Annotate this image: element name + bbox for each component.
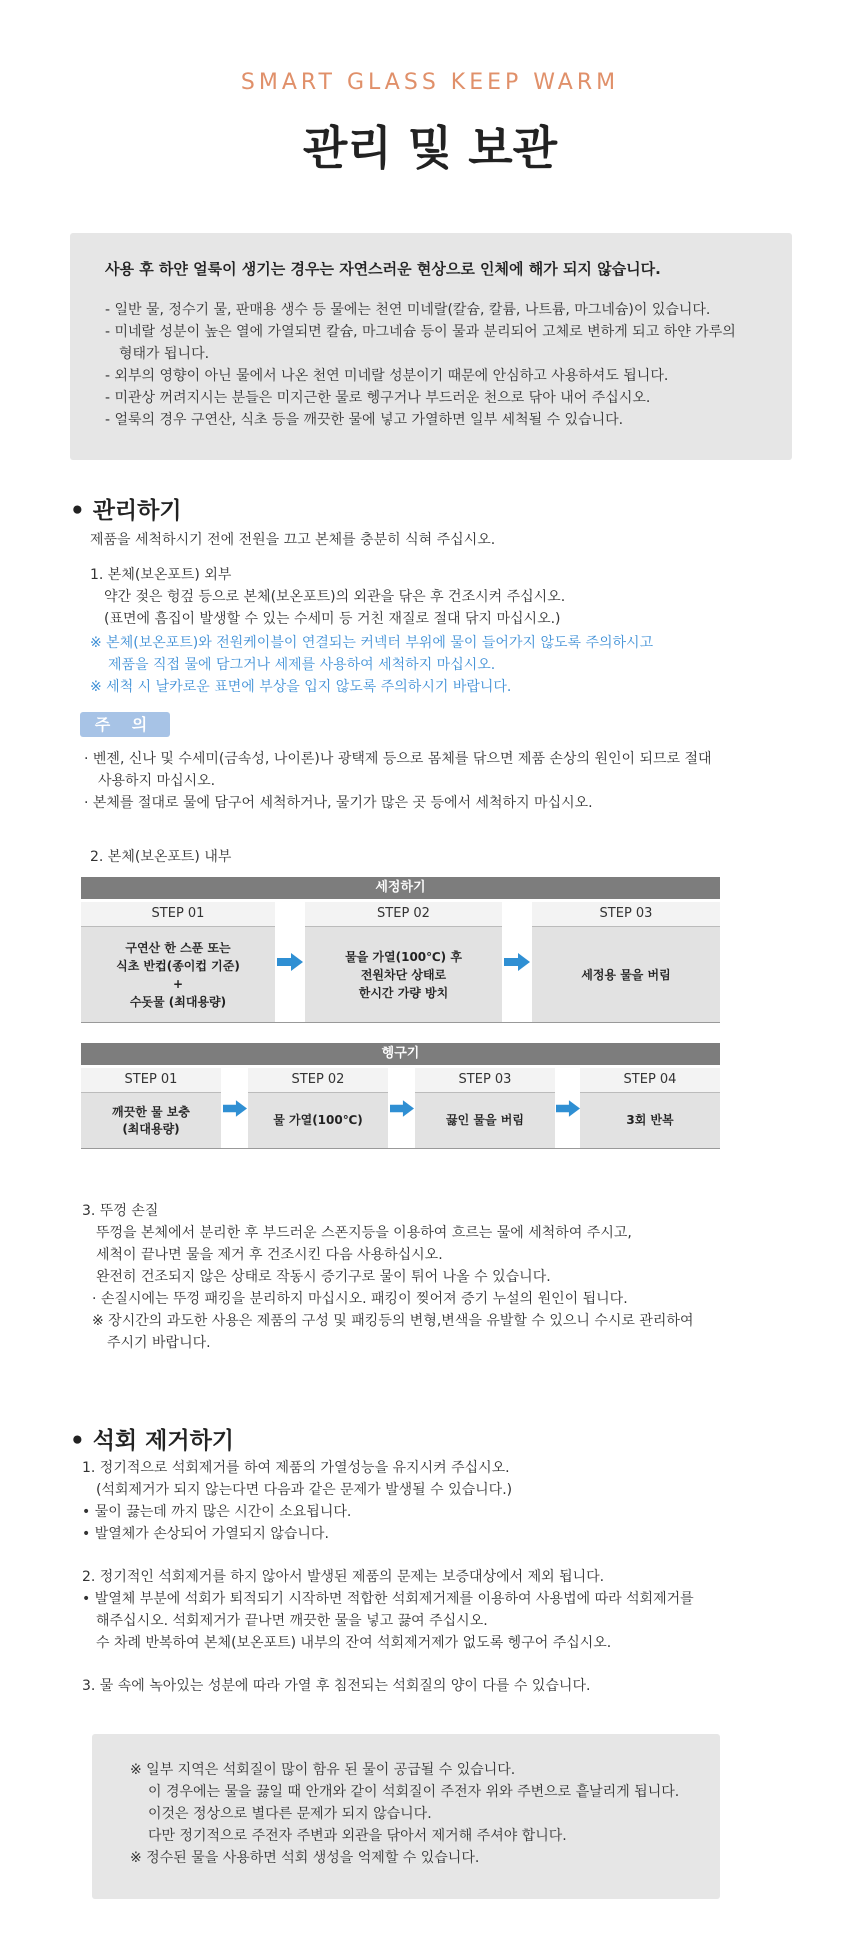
care-heading: • 관리하기 (70, 498, 182, 524)
paragraph-line: 뚜껑을 본체에서 분리한 후 부드러운 스폰지등을 이용하여 흐르는 물에 세척하여 주시고, (96, 1225, 632, 1241)
step-text: 세정용 물을 버림 (532, 927, 720, 1022)
table-title: 헹구기 (81, 1043, 720, 1065)
step-text: 끓인 물을 버림 (415, 1093, 555, 1148)
step-label: STEP 02 (305, 902, 502, 927)
caution-badge: 주 의 (80, 712, 170, 737)
paragraph-line: 완전히 건조되지 않은 상태로 작동시 증기구로 물이 튀어 나올 수 있습니다. (96, 1269, 551, 1285)
arrow-right-icon (502, 902, 532, 1022)
caution-item: · 본체를 절대로 물에 담구어 세척하거나, 물기가 많은 곳 등에서 세척하지 마십시오. (84, 795, 593, 811)
notice-item: - 미네랄 성분이 높은 열에 가열되면 칼슘, 마그네슘 등이 물과 분리되어 고체로 변하게 되고 하얀 가루의 (105, 324, 736, 340)
paragraph-line: 2. 정기적인 석회제거를 하지 않아서 발생된 제품의 문제는 보증대상에서 제외 됩니다. (82, 1569, 605, 1585)
step-label: STEP 02 (248, 1068, 388, 1093)
paragraph-line: (표면에 흠집이 발생할 수 있는 수세미 등 거친 재질로 절대 닦지 마십시오.) (104, 611, 561, 627)
notice-item: - 얼룩의 경우 구연산, 식초 등을 깨끗한 물에 넣고 가열하면 일부 세척될 수 있습니다. (105, 412, 624, 428)
step-label: STEP 01 (81, 1068, 221, 1093)
step-label: STEP 01 (81, 902, 275, 927)
step-text: 물을 가열(100℃) 후 전원차단 상태로 한시간 가량 방치 (305, 927, 502, 1022)
paragraph-line: 수 차례 반복하여 본체(보온포트) 내부의 잔여 석회제거제가 없도록 헹구어 주십시오. (96, 1635, 612, 1651)
step-cell (532, 902, 720, 1022)
table-title: 세정하기 (81, 877, 720, 899)
step-label: STEP 04 (580, 1068, 720, 1093)
table-divider (81, 1148, 720, 1149)
note-line: 이 경우에는 물을 끓일 때 안개와 같이 석회질이 주전자 위와 주변으로 흩날리게 됩니다. (148, 1784, 680, 1800)
note-line: 이것은 정상으로 별다른 문제가 되지 않습니다. (148, 1806, 432, 1822)
paragraph-line: · 손질시에는 뚜껑 패킹을 분리하지 마십시오. 패킹이 찢어져 증기 누설의 원인이 됩니다. (92, 1291, 628, 1307)
bullet-item: • 발열체가 손상되어 가열되지 않습니다. (82, 1526, 329, 1542)
descale-p1 (82, 1457, 782, 1545)
caution-item: 사용하지 마십시오. (98, 773, 216, 789)
care-section-1 (90, 564, 790, 698)
paragraph-line: 1. 정기적으로 석회제거를 하여 제품의 가열성능을 유지시켜 주십시오. (82, 1460, 510, 1476)
step-cell (305, 902, 502, 1022)
notice-item: - 외부의 영향이 아닌 물에서 나온 천연 미네랄 성분이기 때문에 안심하고 사용하셔도 됩니다. (105, 368, 669, 384)
notice-box (70, 233, 792, 460)
descale-note-list (130, 1759, 710, 1869)
table-divider (81, 1022, 720, 1023)
notice-item: - 미관상 꺼려지시는 분들은 미지근한 물로 헹구거나 부드러운 천으로 닦아 내어 주십시오. (105, 390, 651, 406)
bullet-item: • 물이 끓는데 까지 많은 시간이 소요됩니다. (82, 1504, 352, 1520)
step-text: 물 가열(100℃) (248, 1093, 388, 1148)
descale-p3: 3. 물 속에 녹아있는 성분에 따라 가열 후 침전되는 석회질의 양이 다를 수 있습니다. (82, 1678, 591, 1694)
step-cell (248, 1068, 388, 1148)
step-cell (580, 1068, 720, 1148)
step-cell (415, 1068, 555, 1148)
arrow-right-icon (275, 902, 305, 1022)
notice-item: 형태가 됩니다. (119, 346, 210, 362)
step-cell (81, 1068, 221, 1148)
bullet-item: • 발열체 부분에 석회가 퇴적되기 시작하면 적합한 석회제거제를 이용하여 사용법에 따라 석회제거를 (82, 1591, 694, 1607)
descale-note-box (92, 1734, 720, 1899)
caution-list (84, 748, 784, 814)
note-line: ※ 세척 시 날카로운 표면에 부상을 입지 않도록 주의하시기 바랍니다. (90, 679, 512, 695)
arrow-right-icon (221, 1068, 248, 1148)
step-text: 구연산 한 스푼 또는 식초 반컵(종이컵 기준) + 수돗물 (최대용량) (81, 927, 275, 1022)
rinse-table (81, 1043, 720, 1149)
step-cell (81, 902, 275, 1022)
step-text: 3회 반복 (580, 1093, 720, 1148)
note-line: ※ 정수된 물을 사용하면 석회 생성을 억제할 수 있습니다. (130, 1850, 480, 1866)
paragraph-line: (석회제거가 되지 않는다면 다음과 같은 문제가 발생될 수 있습니다.) (96, 1482, 513, 1498)
paragraph-line: ※ 장시간의 과도한 사용은 제품의 구성 및 패킹등의 변형,변색을 유발할 수 있으니 수시로 관리하여 (92, 1313, 694, 1329)
paragraph-line: 해주십시오. 석회제거가 끝나면 깨끗한 물을 넣고 끓여 주십시오. (96, 1613, 488, 1629)
step-text: 깨끗한 물 보충 (최대용량) (81, 1093, 221, 1148)
caution-item: · 벤젠, 신나 및 수세미(금속성, 나이론)나 광택제 등으로 몸체를 닦으면 제품 손상의 원인이 되므로 절대 (84, 751, 712, 767)
care-intro: 제품을 세척하시기 전에 전원을 끄고 본체를 충분히 식혀 주십시오. (90, 532, 496, 548)
brand-kicker: SMART GLASS KEEP WARM (240, 70, 620, 95)
paragraph-line: 세척이 끝나면 물을 제거 후 건조시킨 다음 사용하십시오. (96, 1247, 443, 1263)
notice-list (105, 299, 775, 431)
note-line: ※ 본체(보온포트)와 전원케이블이 연결되는 커넥터 부위에 물이 들어가지 않도록 주의하시고 (90, 635, 654, 651)
notice-headline: 사용 후 하얀 얼룩이 생기는 경우는 자연스러운 현상으로 인체에 해가 되지 않습니다. (105, 260, 661, 278)
cleaning-table (81, 877, 720, 1023)
paragraph-line: 주시기 바랍니다. (107, 1335, 211, 1351)
table-steps (81, 1068, 720, 1148)
note-line: 제품을 직접 물에 담그거나 세제를 사용하여 세척하지 마십시오. (108, 657, 496, 673)
note-line: 다만 정기적으로 주전자 주변과 외관을 닦아서 제거해 주셔야 합니다. (148, 1828, 567, 1844)
care-section-3 (82, 1200, 782, 1354)
section-title: 3. 뚜껑 손질 (82, 1203, 159, 1219)
paragraph-line: 약간 젖은 헝겊 등으로 본체(보온포트)의 외관을 닦은 후 건조시켜 주십시오. (104, 589, 566, 605)
descale-p2 (82, 1566, 782, 1654)
descale-heading: • 석회 제거하기 (70, 1428, 235, 1454)
table-steps (81, 902, 720, 1022)
step-label: STEP 03 (415, 1068, 555, 1093)
section-title: 2. 본체(보온포트) 내부 (90, 849, 232, 865)
note-line: ※ 일부 지역은 석회질이 많이 함유 된 물이 공급될 수 있습니다. (130, 1762, 516, 1778)
page-title: 관리 및 보관 (302, 121, 558, 175)
step-label: STEP 03 (532, 902, 720, 927)
notice-item: - 일반 물, 정수기 물, 판매용 생수 등 물에는 천연 미네랄(칼슘, 칼륨, 나트륨, 마그네슘)이 있습니다. (105, 302, 711, 318)
arrow-right-icon (555, 1068, 580, 1148)
arrow-right-icon (388, 1068, 415, 1148)
section-title: 1. 본체(보온포트) 외부 (90, 567, 232, 583)
